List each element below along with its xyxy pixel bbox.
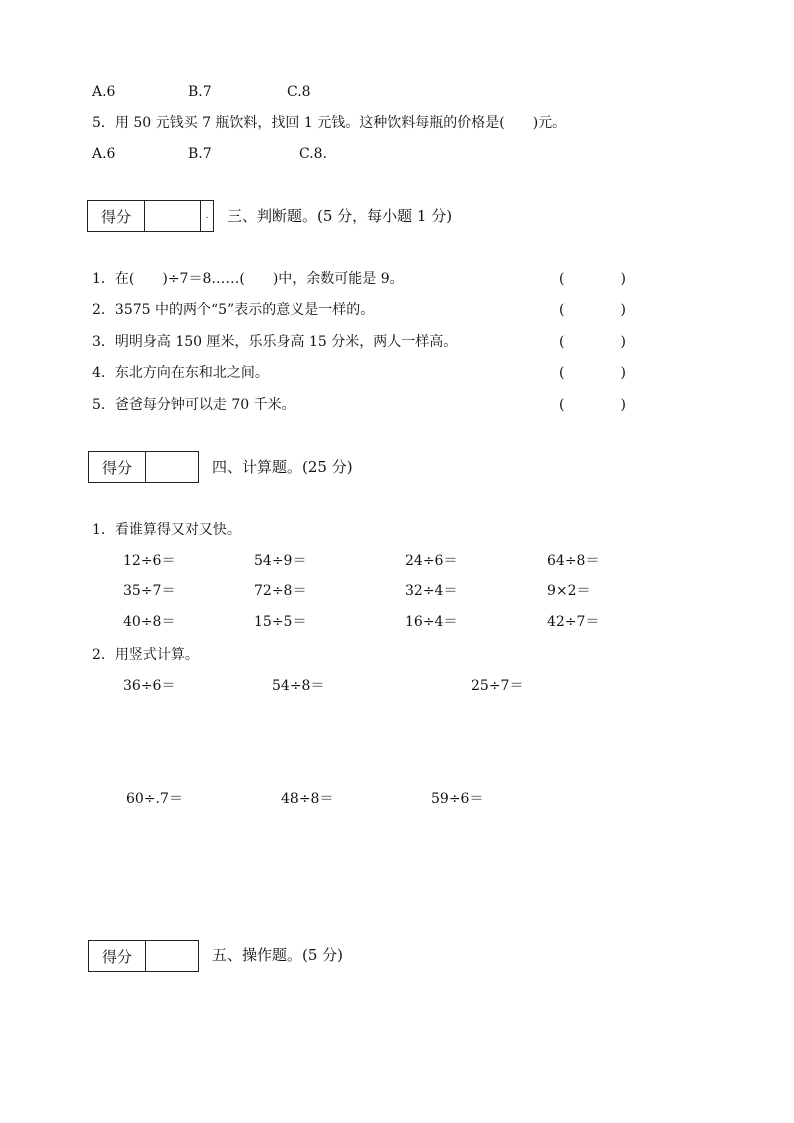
oral-problem: 42÷7＝ <box>547 614 600 630</box>
judge-answer-5[interactable]: ( ) <box>559 397 626 413</box>
vertical-problem: 36÷6＝ <box>123 678 176 694</box>
section3-title: 三、判断题。(5 分，每小题 1 分) <box>227 207 453 225</box>
oral-problem: 40÷8＝ <box>123 614 176 630</box>
section3-score-box <box>87 200 214 232</box>
section5-score-box <box>88 940 199 972</box>
section4-title: 四、计算题。(25 分) <box>212 458 353 476</box>
judge-answer-3[interactable]: ( ) <box>559 334 626 350</box>
q5-option-b: B.7 <box>188 146 212 162</box>
judge-answer-4[interactable]: ( ) <box>559 365 626 381</box>
score-label: 得分 <box>88 201 145 231</box>
score-cell[interactable] <box>146 941 198 971</box>
vertical-problem: 25÷7＝ <box>471 678 524 694</box>
q4-option-b: B.7 <box>188 84 212 100</box>
vertical-problem: 59÷6＝ <box>431 791 484 807</box>
q5-option-c: C.8. <box>299 146 328 162</box>
section5-title: 五、操作题。(5 分) <box>212 946 344 964</box>
judge-item-5: 5．爸爸每分钟可以走 70 千米。 <box>92 397 296 413</box>
section4-score-box <box>88 451 199 483</box>
oral-problem: 12÷6＝ <box>123 553 176 569</box>
judge-item-3: 3．明明身高 150 厘米，乐乐身高 15 分米，两人一样高。 <box>92 334 458 350</box>
vertical-problem: 54÷8＝ <box>272 678 325 694</box>
oral-problem: 15÷5＝ <box>254 614 307 630</box>
vertical-problem: 48÷8＝ <box>281 791 334 807</box>
q5-option-a: A.6 <box>92 146 116 162</box>
judge-answer-2[interactable]: ( ) <box>559 302 626 318</box>
score-cell[interactable] <box>146 452 198 482</box>
oral-problem: 64÷8＝ <box>547 553 600 569</box>
q4-option-a: A.6 <box>92 84 116 100</box>
score-label: 得分 <box>89 941 146 971</box>
oral-problem: 32÷4＝ <box>405 583 458 599</box>
judge-answer-1[interactable]: ( ) <box>559 271 626 287</box>
q4-option-c: C.8 <box>287 84 311 100</box>
judge-item-4: 4．东北方向在东和北之间。 <box>92 365 269 381</box>
oral-problem: 9×2＝ <box>547 583 591 599</box>
oral-problem: 72÷8＝ <box>254 583 307 599</box>
oral-problem: 54÷9＝ <box>254 553 307 569</box>
q5-text: 5．用 50 元钱买 7 瓶饮料，找回 1 元钱。这种饮料每瓶的价格是( )元。 <box>92 115 567 131</box>
part2-title: 2．用竖式计算。 <box>92 647 199 663</box>
score-label: 得分 <box>89 452 146 482</box>
vertical-problem: 60÷.7＝ <box>126 791 183 807</box>
part1-title: 1．看谁算得又对又快。 <box>92 522 241 538</box>
judge-item-2: 2．3575 中的两个“5”表示的意义是一样的。 <box>92 302 375 318</box>
oral-problem: 24÷6＝ <box>405 553 458 569</box>
oral-problem: 16÷4＝ <box>405 614 458 630</box>
oral-problem: 35÷7＝ <box>123 583 176 599</box>
judge-item-1: 1．在( )÷7＝8……( )中，余数可能是 9。 <box>92 271 404 287</box>
score-dot: . <box>205 211 209 221</box>
score-cell[interactable] <box>145 201 201 231</box>
